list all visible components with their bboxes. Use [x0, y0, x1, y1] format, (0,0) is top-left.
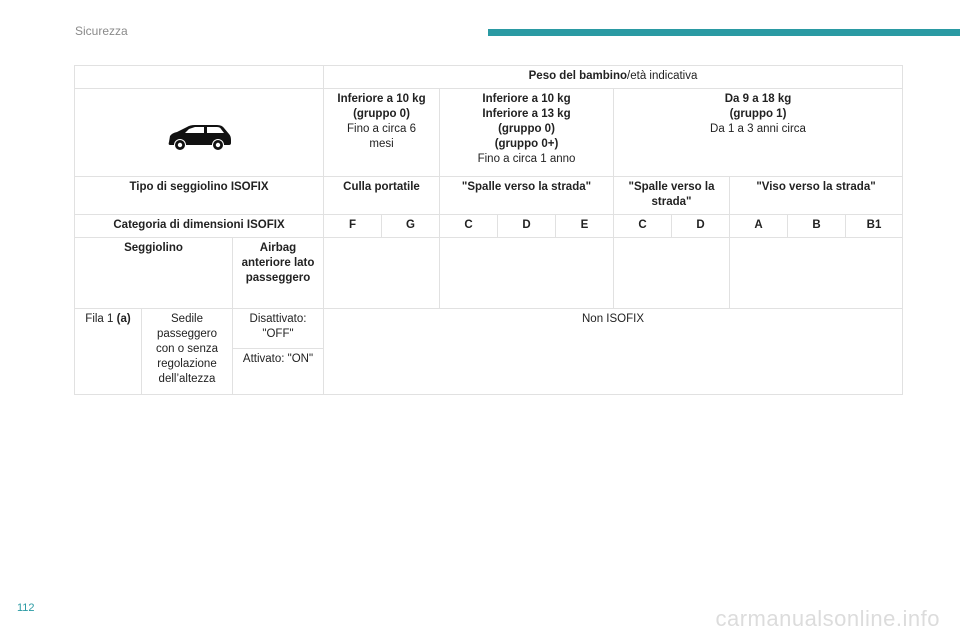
isofix-status: Non ISOFIX [324, 309, 903, 395]
group-0plus-weight-a: Inferiore a 10 kg [482, 93, 571, 105]
size-category-value: D [498, 215, 556, 238]
size-category-value: B [788, 215, 846, 238]
seat-type-value: Culla portatile [324, 177, 440, 215]
group-0plus-label-a: (gruppo 0) [498, 123, 555, 135]
weight-header-rest: /età indicativa [627, 70, 698, 82]
car-side-icon [165, 122, 233, 152]
size-category-value: A [730, 215, 788, 238]
size-category-value: C [440, 215, 498, 238]
seat-description: Sedile passeggero con o senza regolazione dell’altezza [142, 309, 233, 395]
weight-header-bold: Peso del bambino [528, 70, 628, 82]
empty-cell [75, 66, 324, 89]
group-1-cell [614, 89, 903, 177]
fila-label-cell [75, 309, 142, 395]
group-0plus-cell [440, 89, 614, 177]
seat-type-value: "Viso verso la strada" [730, 177, 903, 215]
weight-header [324, 66, 903, 89]
fila-label: Fila 1 [85, 313, 114, 325]
isofix-table [74, 65, 903, 395]
size-category-label: Categoria di dimensioni ISOFIX [75, 215, 324, 238]
empty-cell [730, 238, 903, 309]
size-category-value: E [556, 215, 614, 238]
group-1-age: Da 1 a 3 anni circa [710, 123, 806, 135]
seat-type-value: "Spalle verso la strada" [440, 177, 614, 215]
group-0plus-weight-b: Inferiore a 13 kg [482, 108, 571, 120]
groups-row [75, 89, 903, 177]
group-0-age: Fino a circa 6 mesi [346, 123, 417, 150]
seat-type-label: Tipo di seggiolino ISOFIX [75, 177, 324, 215]
fila-note: (a) [116, 313, 131, 325]
airbag-header: Airbag anteriore lato passeggero [233, 238, 324, 309]
group-0-weight: Inferiore a 10 kg [337, 93, 426, 105]
car-cell [75, 89, 324, 177]
size-category-value: B1 [846, 215, 903, 238]
seat-type-row [75, 177, 903, 215]
size-category-value: D [672, 215, 730, 238]
size-category-value: G [382, 215, 440, 238]
fila-row-off [75, 309, 903, 349]
airbag-on: Attivato: "ON" [233, 349, 324, 395]
size-category-value: F [324, 215, 382, 238]
group-1-label: (gruppo 1) [729, 108, 787, 120]
seat-airbag-row [75, 238, 903, 309]
group-1-weight: Da 9 a 18 kg [724, 93, 792, 105]
seat-type-value: "Spalle verso la strada" [614, 177, 730, 215]
airbag-off: Disattivato: "OFF" [233, 309, 324, 349]
watermark: carmanualsonline.info [715, 606, 940, 631]
section-title: Sicurezza [75, 24, 128, 38]
section-accent-bar [488, 29, 960, 36]
group-0plus-age: Fino a circa 1 anno [477, 153, 576, 165]
weight-header-row [75, 66, 903, 89]
size-category-value: C [614, 215, 672, 238]
empty-cell [614, 238, 730, 309]
group-0-cell [324, 89, 440, 177]
empty-cell [324, 238, 440, 309]
page-number: 112 [17, 602, 35, 614]
size-category-row [75, 215, 903, 238]
empty-cell [440, 238, 614, 309]
seat-header: Seggiolino [75, 238, 233, 309]
group-0-label: (gruppo 0) [353, 108, 410, 120]
group-0plus-label-b: (gruppo 0+) [494, 138, 559, 150]
